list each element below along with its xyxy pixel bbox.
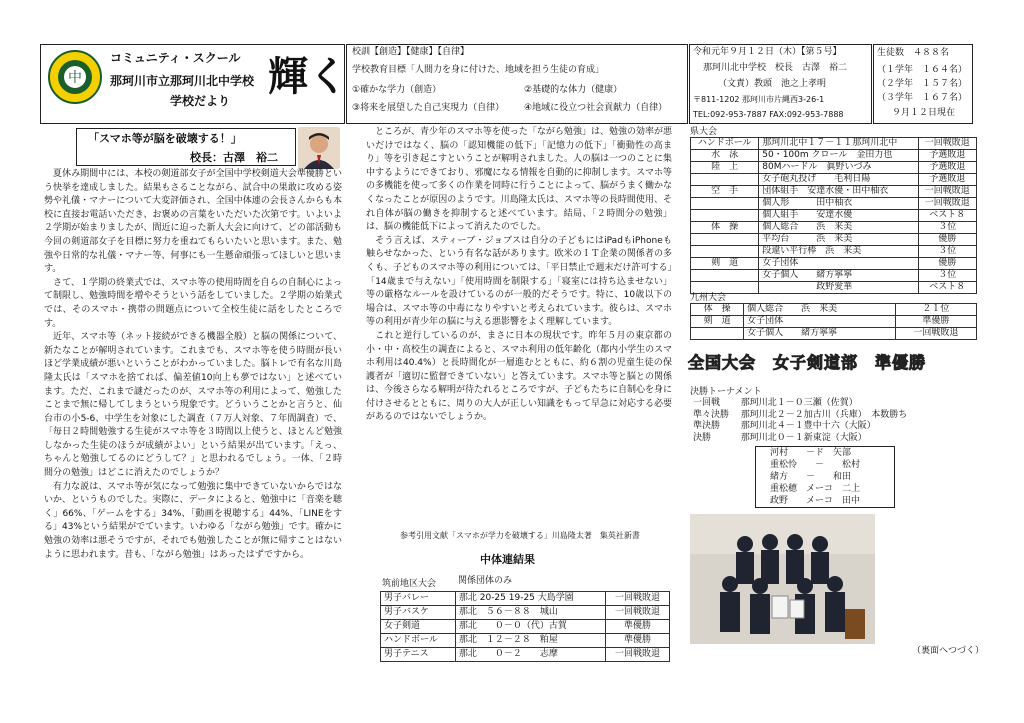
goal-item-1: ①確かな学力（創造） [352, 85, 442, 95]
round-cell: 一回戦 [693, 398, 721, 409]
prefectural-table [690, 137, 977, 294]
table-row [691, 210, 977, 222]
sport-cell [691, 234, 759, 246]
match-cell: 那珂川北２－２加古川（兵庫） 本数勝ち [740, 409, 908, 420]
issue-date: 令和元年９月１２日（木）【第５号】 [693, 47, 842, 57]
sport-cell [691, 198, 759, 210]
student-count-title: 生徒数 ４８８名 [877, 48, 950, 58]
result-cell: 一回戦敗退 [605, 592, 669, 606]
round-cell: 準々決勝 [693, 409, 730, 420]
entry-cell: 50・100m クロール 金田力也 [759, 150, 918, 162]
goal-item-3: ③将来を展望した自己実現力（自律） [352, 103, 505, 113]
sport-cell: 陸 上 [691, 162, 759, 174]
round-cell: 準決勝 [693, 421, 721, 432]
newsletter-title: 輝く [268, 53, 348, 100]
table-row [381, 620, 670, 634]
person-portrait-icon [298, 127, 340, 169]
chutairen-subtitle-left: 筑前地区大会 [382, 579, 437, 589]
result-cell: 一回戦敗退 [605, 648, 669, 662]
continue-note: （裏面へつづく） [912, 646, 985, 656]
result-cell: ベスト８ [918, 282, 976, 294]
final-bout: 政野 メーコ 田中 [770, 496, 861, 506]
result-cell: 一回戦敗退 [605, 606, 669, 620]
prefectural-title: 県大会 [690, 127, 718, 137]
table-row [690, 398, 934, 410]
score-cell: 那北 １２－２８ 粕屋 [455, 634, 605, 648]
table-row [381, 606, 670, 620]
sport-cell: 女子剣道 [381, 620, 456, 634]
result-cell: 準優勝 [895, 316, 976, 328]
table-row [691, 162, 977, 174]
entry-cell: 女子砲丸投げ 毛利日陽 [759, 174, 918, 186]
article-column-2: ところが、青少年のスマホ等を使った「ながら勉強」は、勉強の効率が悪いだけではなく、脳の「認知機能の低下」「記憶力の低下」「衝動性の高まり」等を引き起こすということが解明されました。人の脳は一つのことに集中するようにできており、邪魔になる情報を自動的に抑制します。スマホ等の多機能を使って多くの作業を同時に行うことによって、脳がうまく働かなくなったことが原因のようです。川島隆太氏は、スマホ等の長時間使用、それ自体が脳の働きを抑制すると述べています。結局、「２時間分の勉強」は、脳の機能低下によって消えたのでした。 そう言えば、スティーブ・ジョブスは自分の子どもにはiPadもiPhoneも触らせなかった、という有名な話があります。欧米のＩＴ企業の関係者の多くも、子どものスマホ等の利用については、「平日禁止で週末だけ許可する」「14歳まで与えない」「使用時間を制限する」「寝室には持ち込ませない」等の厳格なルールを設けているのが一般的だそうです。特に、10歳以下の場合は、スマホ等の中毒になりやすいと考えられています。彼らは、スマホ等の利用が青少年の脳に与える悪影響をよく理解しています。 これと逆行しているのが、まさに日本の現状です。昨年５月の東京都の小・中・高校生の調査によると、スマホ利用の低年齢化（都内小学生のスマホ利用は40.4%）と長時間化が一層進むとともに、約６割の児童生徒の保護者が「適切に監督できていない」と答えています。スマホ等と脳との関係は、今後さらなる解明が待たれるところですが、子どもたちに自制心を身に付けさせるとともに、周りの大人が正しい知識をもって早急に対応する必要があるのではないでしょうか。 [366, 127, 672, 423]
match-cell: 那珂川北０－１新東淀（大阪） [740, 432, 867, 443]
reference-note: 参考引用文献「スマホが学力を破壊する」川島隆太著 集英社新書 [400, 531, 640, 540]
sport-cell: 剣 道 [691, 258, 759, 270]
result-cell: 予選敗退 [918, 150, 976, 162]
sport-cell [691, 270, 759, 282]
student-count-row: （１学年 １６４名） [877, 65, 968, 75]
sport-cell: 男子テニス [381, 648, 456, 662]
entry-cell: 団体組手 安達水優・田中柚衣 [759, 186, 918, 198]
result-cell: 準優勝 [605, 634, 669, 648]
school-goal: 学校教育目標「人間力を身に付けた、地域を担う生徒の育成」 [352, 65, 605, 75]
table-row [691, 246, 977, 258]
table-row [691, 328, 977, 340]
entry-cell: 80Mハードル 眞野いづみ [759, 162, 918, 174]
final-bout: 緒方 － 和田 [770, 472, 852, 482]
result-cell: 一回戦敗退 [918, 138, 976, 150]
chutairen-title: 中体連結果 [480, 553, 535, 566]
chutairen-subtitle-right: 関係団体のみ [458, 576, 513, 586]
entry-cell: 段違い平行棒 浜 来美 [759, 246, 918, 258]
sport-cell [691, 210, 759, 222]
school-address: 〒811-1202 那珂川市片縄西3-26-1 [693, 95, 825, 104]
result-cell: 一回戦敗退 [895, 328, 976, 340]
result-cell: 予選敗退 [918, 162, 976, 174]
tournament-title: 決勝トーナメント [690, 387, 762, 397]
student-count-row: （３学年 １６７名） [877, 93, 968, 103]
table-row [691, 304, 977, 316]
entry-cell: 平均台 浜 来美 [759, 234, 918, 246]
table-row [691, 150, 977, 162]
table-row [691, 270, 977, 282]
table-row [691, 174, 977, 186]
svg-text:中: 中 [68, 70, 82, 86]
chutairen-table [380, 591, 670, 662]
sport-cell: 体 操 [691, 304, 744, 316]
sport-cell: 水 泳 [691, 150, 759, 162]
sport-cell [691, 246, 759, 258]
table-row [690, 421, 934, 433]
result-cell: ベスト８ [918, 210, 976, 222]
result-cell: ２１位 [895, 304, 976, 316]
table-row [381, 648, 670, 662]
result-cell: 優勝 [918, 234, 976, 246]
table-row [690, 410, 934, 422]
result-cell: 準優勝 [605, 620, 669, 634]
table-row [691, 282, 977, 294]
result-cell: 優勝 [918, 258, 976, 270]
entry-cell: 女子個人 緒方寧寧 [744, 328, 896, 340]
emblem-graphic [50, 52, 100, 102]
match-cell: 那珂川北４－１豊中十六（大阪） [740, 421, 876, 432]
table-row [691, 198, 977, 210]
entry-cell: 個人組手 安達水優 [759, 210, 918, 222]
entry-cell: 女子団体 [744, 316, 896, 328]
table-row [690, 433, 934, 445]
community-school-label: コミュニティ・スクール [110, 51, 241, 65]
editor-line: （文責）教頭 池之上孝明 [718, 79, 827, 89]
national-banner: 全国大会 女子剣道部 準優勝 [688, 353, 927, 372]
student-count-row: （２学年 １５７名） [877, 79, 968, 89]
final-bouts [770, 447, 860, 507]
sport-cell: 男子バスケ [381, 606, 456, 620]
result-cell: 予選敗退 [918, 174, 976, 186]
sport-cell: 男子バレー [381, 592, 456, 606]
score-cell: 那北 ０－０（代）古賀 [455, 620, 605, 634]
table-row [691, 222, 977, 234]
kyushu-table [690, 303, 977, 340]
final-bout: 河村 －ド 矢部 [770, 448, 852, 458]
score-cell: 那北 ０－２ 志摩 [455, 648, 605, 662]
sport-cell: 剣 道 [691, 316, 744, 328]
kyushu-title: 九州大会 [690, 293, 727, 303]
result-cell: 一回戦敗退 [918, 198, 976, 210]
entry-cell: 政野愛華 [759, 282, 918, 294]
principal-photo [298, 127, 340, 169]
table-row [691, 258, 977, 270]
article-column-1: 夏休み期間中には、本校の剣道部女子が全国中学校剣道大会準優勝という快挙を達成しました。結果もさることながら、試合中の果敢に攻める姿勢や礼儀・マナーについて大変評価され、全国中体連の会長さんからも本校に直接お電話いただき、お褒めの言葉をいただいた次第です。いよいよ２学期が始まりましたが、間近に迫った新人大会に向けて、どの部活動も今回の剣道部女子を目標に努力を重ねてもらいたいと思います。また、勉強や日常的な礼儀・マナー等、何事にも一生懸命頑張ってほしいと思います。 さて、１学期の終業式では、スマホ等の使用時間を自らの自制心によって制限し、勉強時間を増やそうという話をしていました。２学期の始業式では、そのスマホ・携帯の問題点について全校生徒に話をしたところです。 近年、スマホ等（ネット接続ができる機器全般）と脳の関係について、新たなことが解明されています。これまでも、スマホ等を使う時間が長いほど学業成績が悪いということがわかっていました。脳トレで有名な川島隆太氏は「スマホを捨てれば、偏差値10向上も夢ではない」と述べています。ただ、これまで謎だったのが、スマホ等の利用によって、勉強したことまで無に帰してしまうという現象です。どういうことかと言うと、仙台市の小5-6、中学生を対象にした調査（７万人対象、７年間調査）で、「毎日２時間勉強する生徒がスマホ等を３時間以上使うと、ほとんど勉強しなかった生徒のほうが成績がよい」という結果が出ています。「えっ、ちゃんと勉強してるのにどうして？」と思われるでしょう。一体、「２時間分の勉強」はどこに消えたのでしょうか？ 有力な説は、スマホ等が気になって勉強に集中できていないからではないか、というものでした。実際に、データによると、勉強中に「音楽を聴く」66%、「ゲームをする」34%、「動画を視聴する」44%、「LINEをする」43%という結果がでています。いわゆる「ながら勉強」です。確かに勉強の効率は悪そうですが、それでも勉強したことが無に帰すことはないように思われます。昔も、「ながら勉強」はあったはずですから。 [44, 169, 342, 560]
entry-cell: 個人総合 浜 来美 [744, 304, 896, 316]
result-cell: ３位 [918, 270, 976, 282]
school-emblem-icon [48, 50, 102, 104]
sport-cell: ハンドボール [381, 634, 456, 648]
student-count-date: ９月１２日現在 [892, 108, 956, 118]
table-row [691, 138, 977, 150]
sport-cell: 空 手 [691, 186, 759, 198]
article-byline: 校長：古澤 裕二 [190, 151, 278, 164]
result-cell: ３位 [918, 222, 976, 234]
team-photo [690, 514, 875, 644]
final-bout: 重松穂 メーコ 二上 [770, 484, 861, 494]
result-cell: 一回戦敗退 [918, 186, 976, 198]
table-row [381, 634, 670, 648]
table-row [691, 186, 977, 198]
goal-item-4: ④地域に役立つ社会貢献力（自律） [524, 103, 668, 113]
entry-cell: 個人形 田中柚衣 [759, 198, 918, 210]
final-bout: 重松怜 － 松村 [770, 460, 861, 470]
newsletter-label: 学校だより [170, 94, 231, 108]
sport-cell: 体 操 [691, 222, 759, 234]
sport-cell: ハンドボール [691, 138, 759, 150]
match-cell: 那珂川北１－０三瀬（佐賀） [740, 398, 858, 409]
tournament-table [690, 398, 934, 444]
school-tel-fax: TEL:092-953-7887 FAX:092-953-7888 [693, 110, 844, 119]
team-photo-graphic [690, 514, 875, 644]
table-row [691, 316, 977, 328]
round-cell: 決勝 [693, 432, 712, 443]
result-cell: ３位 [918, 246, 976, 258]
entry-cell: 女子個人 緒方寧寧 [759, 270, 918, 282]
goal-item-2: ②基礎的な体力（健康） [524, 85, 623, 95]
entry-cell: 個人総合 浜 来美 [759, 222, 918, 234]
sport-cell [691, 174, 759, 186]
entry-cell: 女子団体 [759, 258, 918, 270]
score-cell: 那北 20-25 19-25 大島学園 [455, 592, 605, 606]
principal-line: 那珂川北中学校 校長 古澤 裕二 [703, 63, 848, 73]
sport-cell [691, 328, 744, 340]
school-name: 那珂川市立那珂川北中学校 [110, 74, 255, 88]
entry-cell: 那珂川北中１７－１１那珂川北中 [759, 138, 918, 150]
article-heading: 「スマホ等が脳を破壊する！」 [88, 132, 242, 145]
table-row [381, 592, 670, 606]
table-row [691, 234, 977, 246]
school-motto: 校訓【創造】【健康】【自律】 [352, 47, 470, 57]
score-cell: 那北 ５６－８８ 城山 [455, 606, 605, 620]
